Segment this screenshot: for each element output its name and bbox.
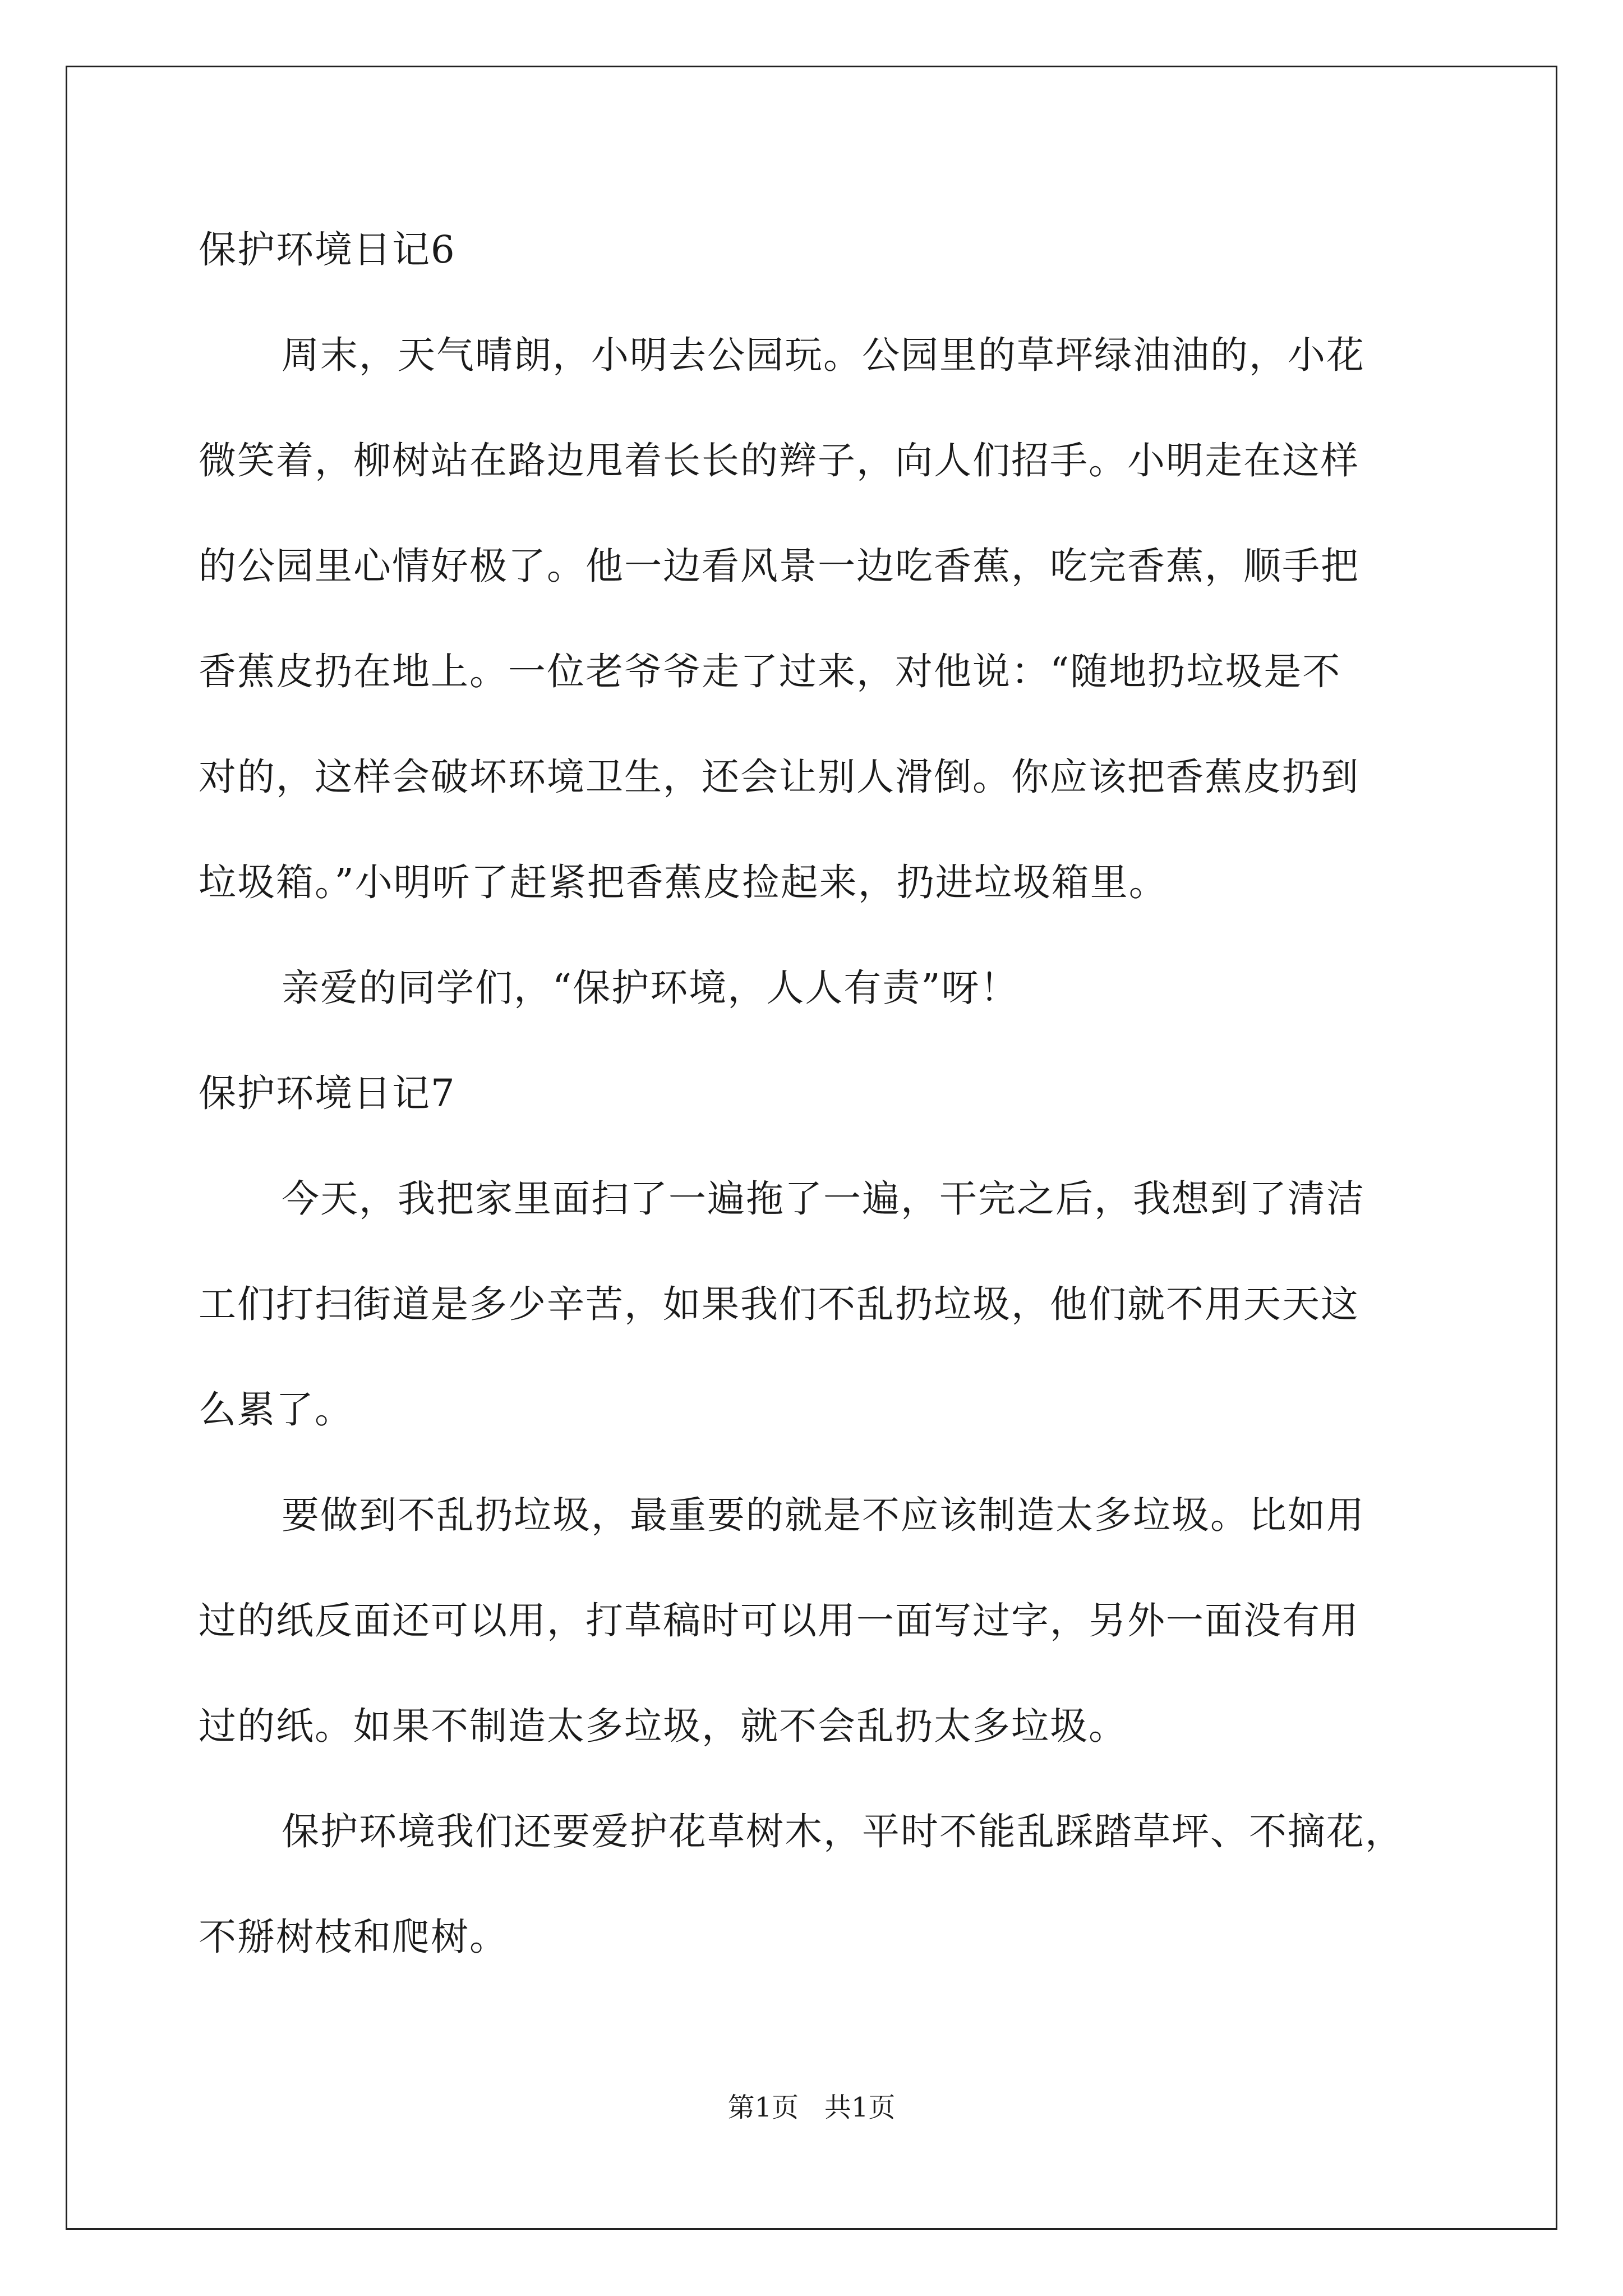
text-line: 周末，天气晴朗，小明去公园玩。公园里的草坪绿油油的，小花 xyxy=(282,333,1365,377)
text-line: 亲爱的同学们，“保护环境，人人有责”呀！ xyxy=(282,966,1019,1010)
text-line: 的公园里心情好极了。他一边看风景一边吃香蕉，吃完香蕉，顺手把 xyxy=(199,544,1359,588)
paragraph xyxy=(199,1798,1438,2009)
text-line: 垃圾箱。”小明听了赶紧把香蕉皮捡起来，扔进垃圾箱里。 xyxy=(199,861,1168,904)
text-line: 不掰树枝和爬树。 xyxy=(199,1915,508,1959)
text-line: 要做到不乱扔垃圾，最重要的就是不应该制造太多垃圾。比如用 xyxy=(282,1493,1365,1537)
text-line: 对的，这样会破坏环境卫生，还会让别人滑倒。你应该把香蕉皮扔到 xyxy=(199,755,1359,799)
text-line: 保护环境我们还要爱护花草树木，平时不能乱踩踏草坪、不摘花， xyxy=(282,1810,1404,1853)
text-line: 微笑着，柳树站在路边甩着长长的辫子，向人们招手。小明走在这样 xyxy=(199,439,1359,482)
section-title: 保护环境日记7 xyxy=(199,1071,456,1115)
text-line: 过的纸反面还可以用，打草稿时可以用一面写过字，另外一面没有用 xyxy=(199,1599,1359,1642)
page-footer: 第1页 共1页 xyxy=(727,2092,896,2123)
paragraph xyxy=(199,322,1438,955)
paragraph xyxy=(199,1166,1438,1482)
paragraph xyxy=(199,955,1438,1060)
text-line: 么累了。 xyxy=(199,1388,353,1432)
text-line: 过的纸。如果不制造太多垃圾，就不会乱扔太多垃圾。 xyxy=(199,1704,1127,1748)
section-title: 保护环境日记6 xyxy=(199,228,456,272)
text-line: 今天，我把家里面扫了一遍拖了一遍，干完之后，我想到了清洁 xyxy=(282,1177,1365,1221)
text-line: 工们打扫街道是多少辛苦，如果我们不乱扔垃圾，他们就不用天天这 xyxy=(199,1282,1359,1326)
document-body xyxy=(199,217,1438,2009)
paragraph xyxy=(199,1482,1438,1798)
text-line: 香蕉皮扔在地上。一位老爷爷走了过来，对他说：“随地扔垃圾是不 xyxy=(199,650,1341,693)
